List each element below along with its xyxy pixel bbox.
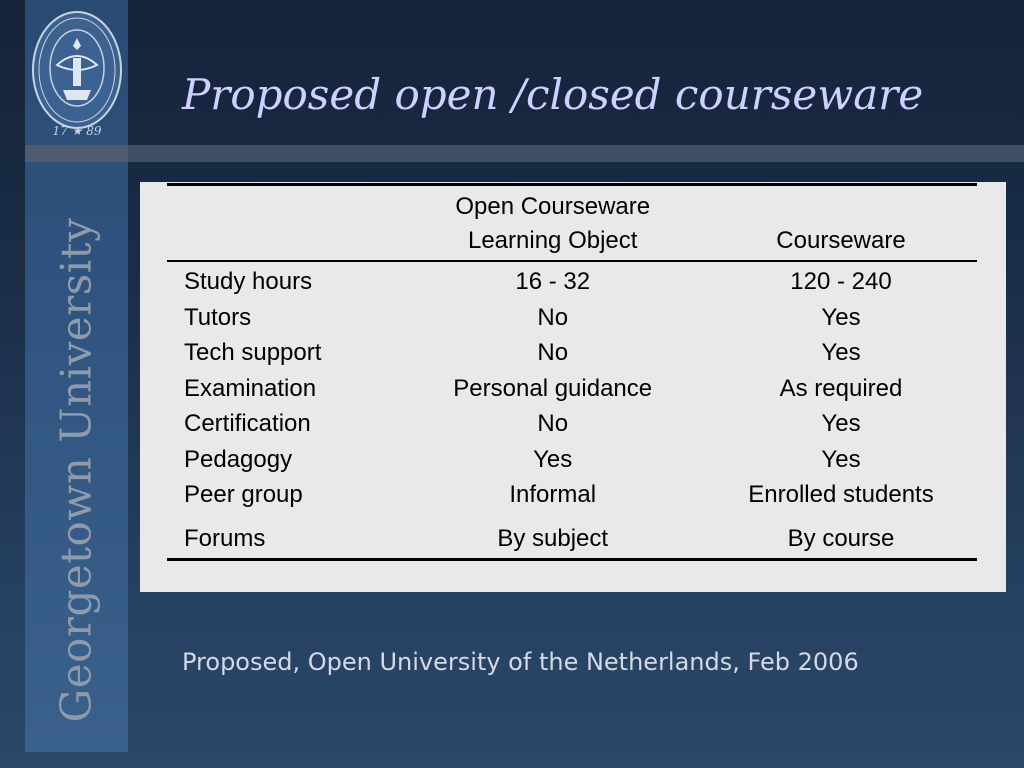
courseware-value: Yes bbox=[821, 410, 861, 437]
sidebar-university-name: Georgetown University bbox=[51, 217, 101, 723]
open-value: No bbox=[537, 410, 569, 437]
open-value: By subject bbox=[497, 524, 609, 552]
table-row bbox=[167, 335, 977, 371]
courseware-value: Enrolled students bbox=[748, 481, 934, 508]
row-label: Pedagogy bbox=[184, 445, 293, 473]
seal-year-left: 17 bbox=[52, 124, 68, 138]
row-label: Certification bbox=[184, 410, 311, 437]
university-seal-icon bbox=[27, 10, 127, 142]
open-value: No bbox=[537, 303, 569, 331]
table-row bbox=[167, 261, 977, 300]
table-row bbox=[167, 513, 977, 560]
header-cell-courseware: Courseware bbox=[776, 227, 906, 254]
row-label: Peer group bbox=[184, 481, 303, 508]
row-label: Tech support bbox=[184, 339, 322, 366]
table-row bbox=[167, 300, 977, 336]
courseware-value: 120 - 240 bbox=[790, 268, 892, 295]
table-row bbox=[167, 406, 977, 442]
open-value: Informal bbox=[509, 481, 597, 508]
courseware-value: By course bbox=[787, 524, 895, 552]
open-value: Personal guidance bbox=[453, 374, 653, 402]
row-label: Forums bbox=[184, 524, 266, 552]
row-label: Study hours bbox=[184, 268, 313, 295]
courseware-value: Yes bbox=[821, 445, 861, 473]
courseware-value: Yes bbox=[821, 339, 861, 366]
slide-title: Proposed open /closed courseware bbox=[182, 70, 924, 119]
row-label: Tutors bbox=[184, 303, 252, 331]
table-row bbox=[167, 477, 977, 513]
header-cell-blank bbox=[167, 185, 400, 262]
header-cell-open-courseware: Open Courseware Learning Object bbox=[455, 193, 651, 254]
svg-text:17 ★ 89: 17 ★ 89 bbox=[52, 124, 102, 138]
source-caption: Proposed, Open University of the Netherlands, Feb 2006 bbox=[182, 648, 859, 676]
comparison-table bbox=[167, 183, 977, 561]
table-row bbox=[167, 371, 977, 407]
courseware-value: As required bbox=[779, 374, 903, 402]
table-header-row bbox=[167, 185, 977, 262]
table-row bbox=[167, 442, 977, 478]
sidebar-divider bbox=[25, 145, 128, 162]
row-label: Examination bbox=[184, 374, 317, 402]
title-divider bbox=[25, 145, 1024, 162]
open-value: No bbox=[537, 339, 569, 366]
courseware-value: Yes bbox=[821, 303, 861, 331]
open-value: Yes bbox=[533, 445, 573, 473]
seal-year-right: 89 bbox=[86, 124, 102, 138]
open-value: 16 - 32 bbox=[515, 268, 591, 295]
